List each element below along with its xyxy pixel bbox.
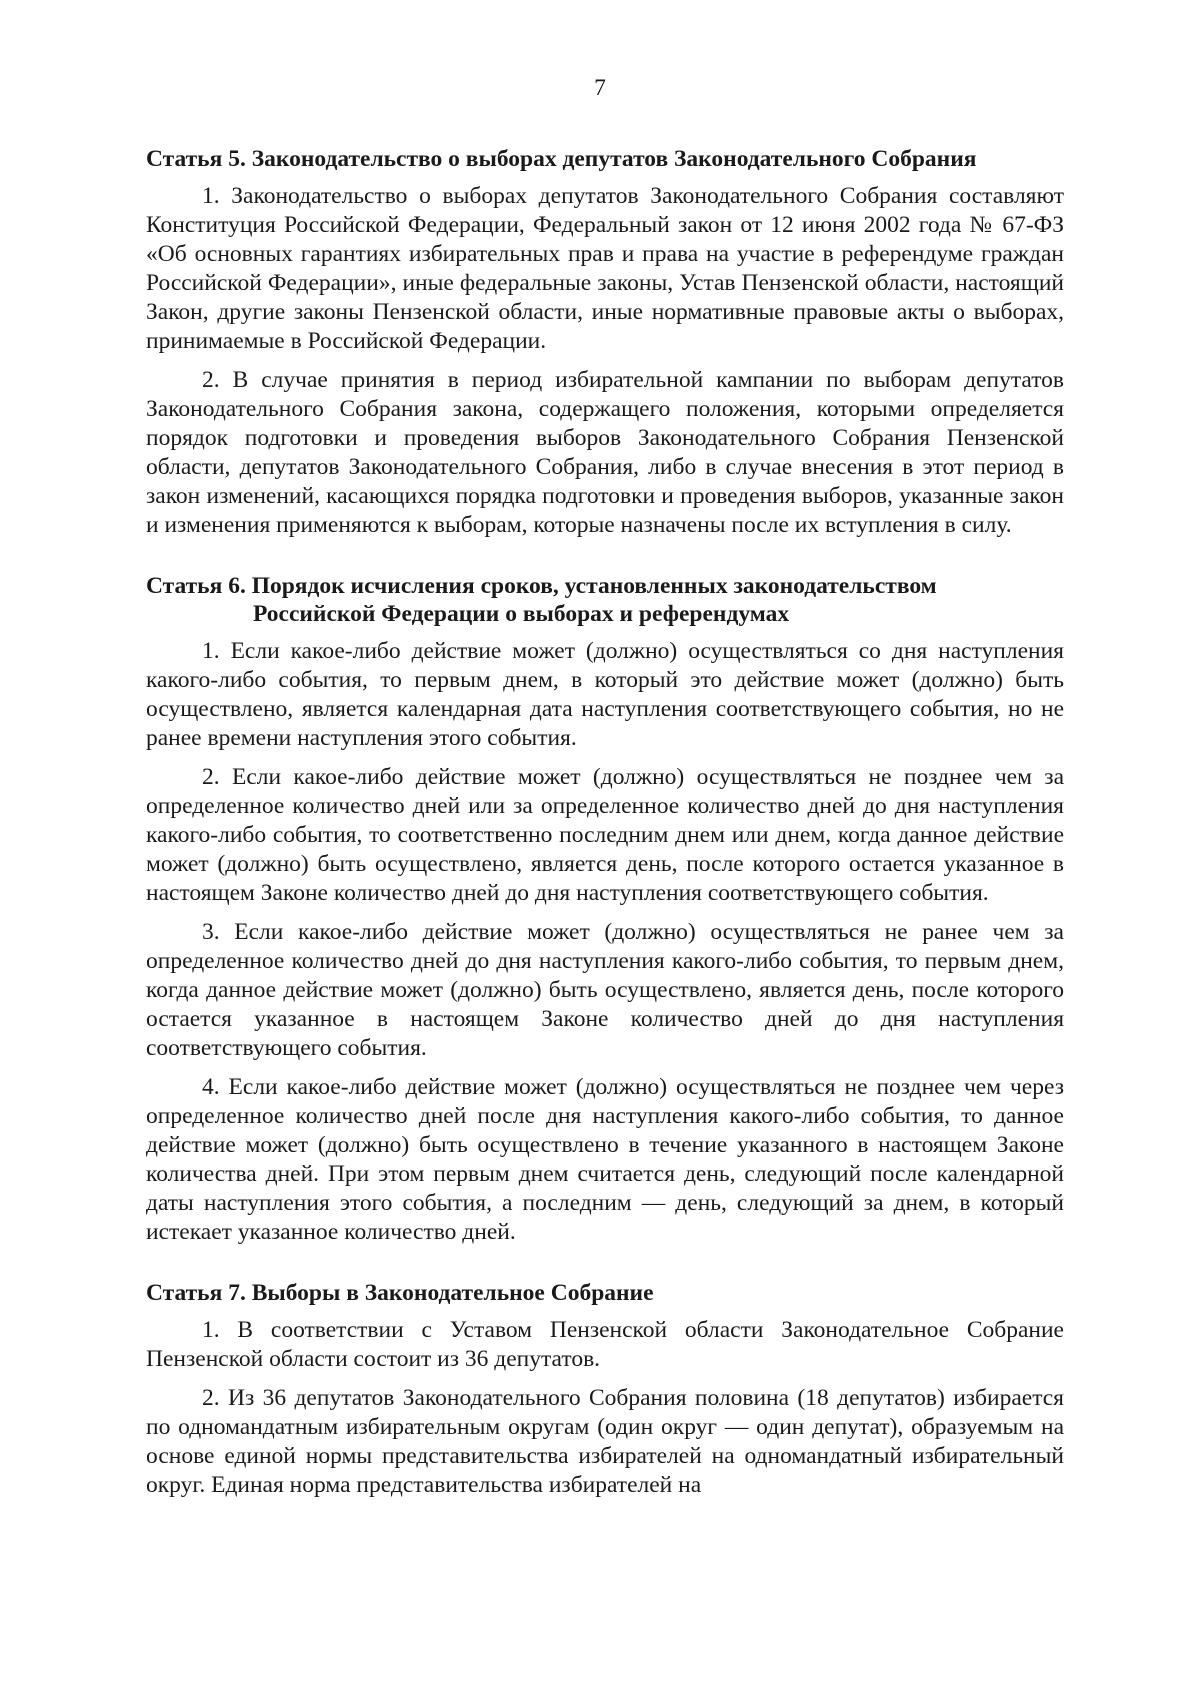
article-paragraph: 3. Если какое-либо действие может (должно) осуществляться не ранее чем за определенное количество дней до дня наступления какого-либо события, то первым днем, когда данное действие может (должно) быть осуществлено, является день, после которого остается указанное в настоящем Законе количество дней до дня наступления соответствующего события. (146, 919, 1064, 1061)
page-number: 7 (594, 75, 606, 101)
article-paragraph: 4. Если какое-либо действие может (должно) осуществляться не позднее чем через определенное количество дней после дня наступления какого-либо события, то данное действие может (должно) быть осуществлено в течение указанного в настоящем Законе количества дней. При этом первым днем считается день, следующий после календарной даты наступления этого события, а последним — день, следующий за днем, в который истекает указанное количество дней. (146, 1074, 1064, 1245)
article-paragraph: 1. Законодательство о выборах депутатов Законодательного Собрания составляют Конституция Российской Федерации, Федеральный закон от 12 июня 2002 года № 67-ФЗ «Об основных гарантиях избирательных прав и права на участие в референдуме граждан Российской Федерации», иные федеральные законы, Устав Пензенской области, настоящий Закон, другие законы Пензенской области, иные нормативные правовые акты о выборах, принимаемые в Российской Федерации. (146, 183, 1064, 354)
document-body (146, 145, 1064, 1510)
article-heading: Статья 7. Выборы в Законодательное Собрание (146, 1280, 654, 1306)
article-7 (146, 1279, 1064, 1500)
article-6 (146, 572, 1064, 1247)
article-heading: Статья 5. Законодательство о выборах депутатов Законодательного Собрания (146, 146, 977, 172)
article-heading: Статья 6. Порядок исчисления сроков, установленных законодательством Российской Федерации о выборах и референдумах (146, 573, 937, 627)
article-paragraph: 2. Из 36 депутатов Законодательного Собрания половина (18 депутатов) избирается по одномандатным избирательным округам (один округ — один депутат), образуемым на основе единой нормы представительства избирателей на одномандатный избирательный округ. Единая норма представительства избирателей на (146, 1385, 1064, 1498)
article-paragraph: 1. Если какое-либо действие может (должно) осуществляться со дня наступления какого-либо события, то первым днем, в который это действие может (должно) быть осуществлено, является календарная дата наступления соответствующего события, но не ранее времени наступления этого события. (146, 638, 1064, 751)
article-paragraph: 2. Если какое-либо действие может (должно) осуществляться не позднее чем за определенное количество дней или за определенное количество дней до дня наступления какого-либо события, то соответственно последним днем или днем, когда данное действие может (должно) быть осуществлено, является день, после которого остается указанное в настоящем Законе количество дней до дня наступления соответствующего события. (146, 764, 1064, 906)
article-paragraph: 2. В случае принятия в период избирательной кампании по выборам депутатов Законодательного Собрания закона, содержащего положения, которыми определяется порядок подготовки и проведения выборов Законодательного Собрания Пензенской области, депутатов Законодательного Собрания, либо в случае внесения в этот период в закон изменений, касающихся порядка подготовки и проведения выборов, указанные закон и изменения применяются к выборам, которые назначены после их вступления в силу. (146, 367, 1064, 538)
article-5 (146, 145, 1064, 540)
article-paragraph: 1. В соответствии с Уставом Пензенской области Законодательное Собрание Пензенской области состоит из 36 депутатов. (146, 1317, 1064, 1372)
